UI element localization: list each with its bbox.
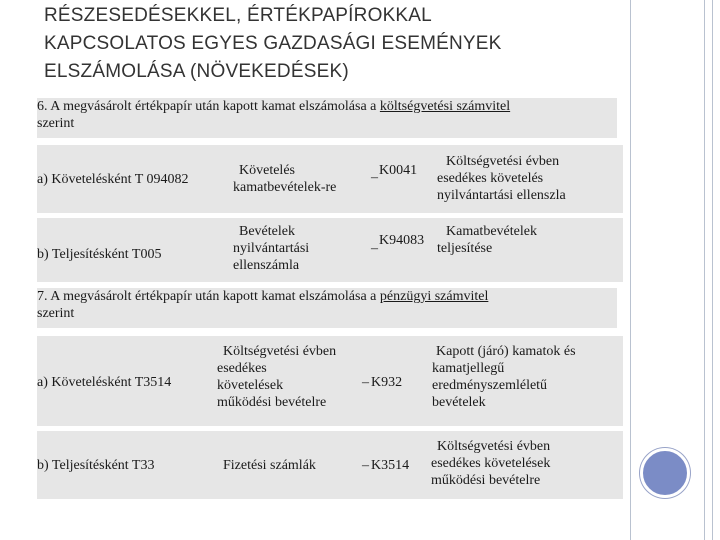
credit-description: Költségvetési évben esedékes követelés nyilvántartási ellenszla bbox=[437, 154, 566, 203]
row-label: b) Teljesítésként T005 bbox=[37, 247, 162, 262]
row-label: a) Követelésként T3514 bbox=[37, 375, 172, 390]
heading-text: 6. A megvásárolt értékpapír után kapott kamat elszámolása a bbox=[37, 99, 380, 114]
page-title-line: RÉSZESEDÉSEKKEL, ÉRTÉKPAPÍROKKAL bbox=[44, 5, 432, 26]
section-7-heading bbox=[37, 288, 617, 328]
debit-description: Bevételek nyilvántartási ellenszámla bbox=[233, 224, 310, 273]
decorative-circle-icon bbox=[640, 448, 690, 498]
frame-line bbox=[704, 0, 705, 540]
dash: – bbox=[371, 241, 378, 256]
row-label: a) Követelésként T 094082 bbox=[37, 172, 189, 187]
credit-description: Költségvetési évben esedékes követelések működési bevételre bbox=[431, 439, 551, 488]
section-6-heading bbox=[37, 98, 617, 138]
credit-description: Kapott (járó) kamatok és kamatjellegű eredményszemléletű bevételek bbox=[432, 344, 576, 410]
heading-underlined: költségvetési számvitel bbox=[379, 99, 511, 114]
credit-account: K3514 bbox=[371, 458, 410, 473]
page-title bbox=[44, 2, 644, 86]
table-row bbox=[37, 145, 623, 213]
page-title-line: KAPCSOLATOS EGYES GAZDASÁGI ESEMÉNYEK bbox=[44, 33, 502, 54]
credit-account: K0041 bbox=[379, 163, 418, 178]
dash: – bbox=[362, 458, 369, 473]
frame-line bbox=[712, 0, 713, 540]
credit-account: K932 bbox=[371, 375, 403, 390]
credit-description: Kamatbevételek teljesítése bbox=[437, 224, 537, 256]
heading-underlined: pénzügyi számvitel bbox=[379, 289, 489, 304]
heading-text: szerint bbox=[37, 306, 75, 321]
table-row bbox=[37, 336, 623, 426]
credit-account: K94083 bbox=[379, 233, 425, 248]
dash: – bbox=[371, 170, 378, 185]
table-row bbox=[37, 431, 623, 499]
debit-description: Követelés kamatbevételek-re bbox=[233, 163, 337, 195]
row-label: b) Teljesítésként T33 bbox=[37, 458, 155, 473]
content-panel bbox=[34, 95, 624, 500]
table-row bbox=[37, 218, 623, 282]
page-title-line: ELSZÁMOLÁSA (NÖVEKEDÉSEK) bbox=[44, 61, 349, 82]
debit-description: Költségvetési évben esedékes követelések működési bevételre bbox=[217, 344, 337, 410]
dash: – bbox=[362, 375, 369, 390]
debit-description: Fizetési számlák bbox=[223, 458, 316, 473]
heading-text: szerint bbox=[37, 116, 75, 131]
heading-text: 7. A megvásárolt értékpapír után kapott kamat elszámolása a bbox=[37, 289, 380, 304]
